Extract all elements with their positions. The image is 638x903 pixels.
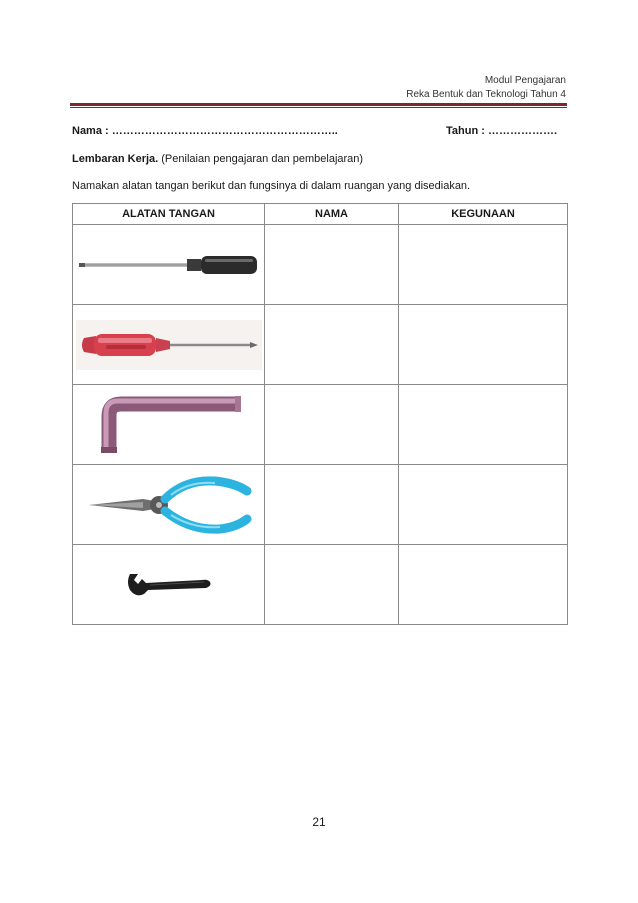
tool-usage-cell[interactable] [399,385,568,465]
student-year-field: Tahun : ………………. [446,125,558,137]
flathead-screwdriver-icon [77,250,261,280]
tool-usage-cell[interactable] [399,545,568,625]
phillips-screwdriver-icon [76,320,262,370]
column-header-usage: KEGUNAAN [399,204,568,225]
worksheet-subtitle: (Penilaian pengajaran dan pembelajaran) [161,153,364,165]
header-subject-title: Reka Bentuk dan Teknologi Tahun 4 [406,89,566,100]
table-header-row [73,204,568,225]
tool-image-cell [73,305,265,385]
student-name-field: Nama : …………………………………………………….. [72,125,338,137]
hand-tools-table [72,203,568,625]
tool-image-cell [73,225,265,305]
table-row [73,385,568,465]
needle-nose-pliers-icon [85,475,253,535]
allen-key-icon [89,392,249,458]
tool-usage-cell[interactable] [399,305,568,385]
tool-image-cell [73,545,265,625]
worksheet-instruction: Namakan alatan tangan berikut dan fungsinya di dalam ruangan yang disediakan. [72,180,471,192]
worksheet-heading [72,153,363,165]
open-end-wrench-icon [124,570,214,600]
tool-usage-cell[interactable] [399,225,568,305]
tool-name-cell[interactable] [265,225,399,305]
table-row [73,465,568,545]
table-row [73,545,568,625]
worksheet-title: Lembaran Kerja. [72,153,159,165]
tool-name-cell[interactable] [265,305,399,385]
tool-image-cell [73,465,265,545]
column-header-tool: ALATAN TANGAN [73,204,265,225]
page-number: 21 [312,815,326,829]
tool-usage-cell[interactable] [399,465,568,545]
tool-name-cell[interactable] [265,385,399,465]
tool-name-cell[interactable] [265,545,399,625]
table-row [73,225,568,305]
header-module-title: Modul Pengajaran [484,75,566,86]
tool-name-cell[interactable] [265,465,399,545]
table-row [73,305,568,385]
header-rule-thin [70,107,567,108]
header-rule-thick [70,103,567,106]
column-header-name: NAMA [265,204,399,225]
tool-image-cell [73,385,265,465]
